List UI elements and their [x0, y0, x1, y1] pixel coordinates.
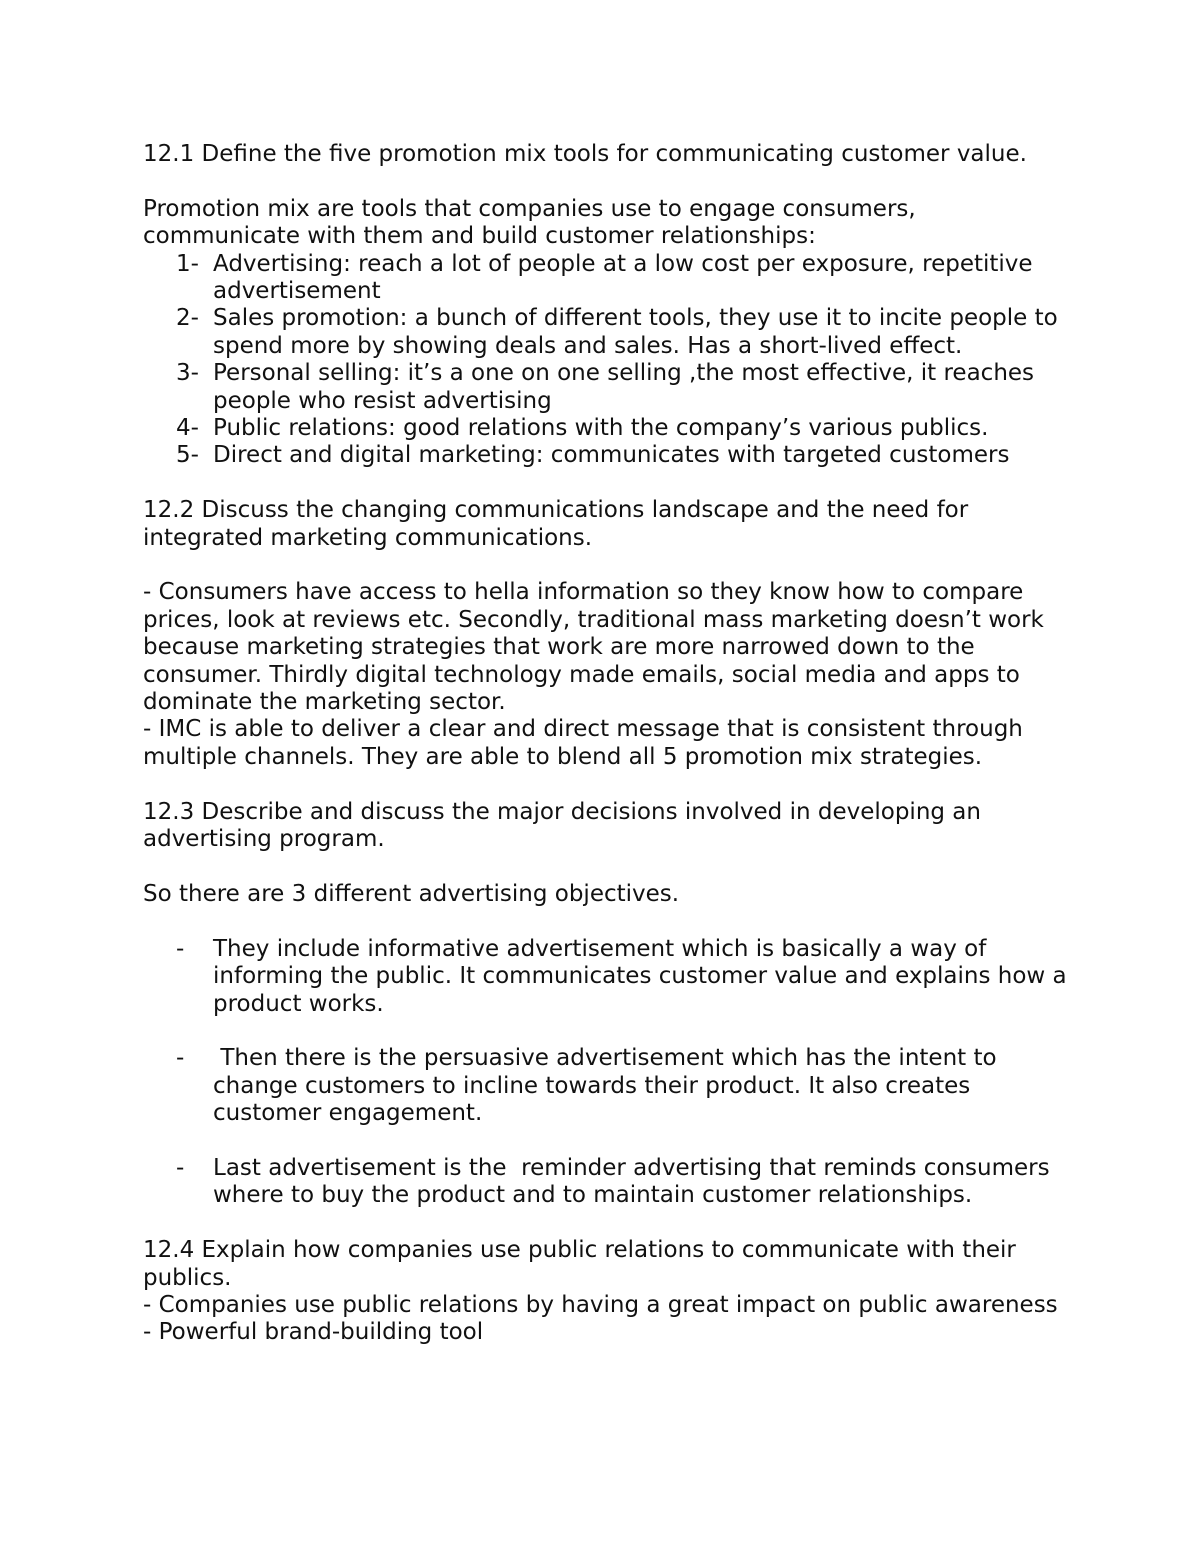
list-marker: 2- [176, 305, 199, 332]
list-marker: 3- [176, 360, 199, 387]
section-4-paragraph: - Powerful brand-building tool [143, 1319, 484, 1346]
spacer [143, 1210, 1073, 1237]
section-1-intro: Promotion mix are tools that companies use to engage consumers, communicate with them and build customer relationships: [143, 195, 916, 250]
list-item-text: Direct and digital marketing: communicates with targeted customers [213, 442, 1010, 469]
section-1-heading: 12.1 Define the five promotion mix tools for communicating customer value. [143, 141, 1027, 167]
section-2-heading: 12.2 Discuss the changing communications landscape and the need for integrated marketing communications. [143, 497, 969, 551]
list-marker: 1- [176, 250, 199, 277]
list-item [143, 936, 1073, 1018]
advertising-objectives-list [143, 936, 1073, 1210]
list-item [143, 360, 1073, 415]
promotion-tools-list [143, 251, 1073, 470]
section-3-heading: 12.3 Describe and discuss the major decisions involved in developing an advertising program. [143, 798, 981, 853]
list-item-text: Advertising: reach a lot of people at a low cost per exposure, repetitive advertisement [213, 250, 1033, 305]
list-item [143, 1155, 1073, 1210]
list-item-text: Last advertisement is the reminder advertising that reminds consumers where to buy the product and to maintain customer relationships. [213, 1154, 1057, 1209]
section-2-paragraph: - Consumers have access to hella information so they know how to compare prices, look at reviews etc. Secondly, traditional mass marketing doesn’t work because marketing strategies that work are more narrowed down to the consumer. Thirdly digital technology made emails, social media and apps to dominate the marketing sector. [143, 579, 1044, 716]
spacer [143, 168, 1073, 195]
spacer [143, 908, 1073, 935]
list-marker: - [176, 935, 185, 962]
section-4-heading: 12.4 Explain how companies use public relations to communicate with their publics. [143, 1237, 1016, 1291]
list-marker: 4- [176, 415, 199, 442]
list-item-text: Sales promotion: a bunch of different tools, they use it to incite people to spend more by showing deals and sales. Has a short-lived effect. [213, 305, 1058, 359]
list-item-text: They include informative advertisement which is basically a way of informing the public. It communicates customer value and explains how a product works. [213, 935, 1067, 1017]
spacer [143, 771, 1073, 798]
spacer [143, 1128, 1073, 1155]
list-item [143, 1045, 1073, 1127]
list-item [143, 251, 1073, 306]
list-marker: - [176, 1045, 185, 1072]
list-item-text: Public relations: good relations with the company’s various publics. [213, 415, 989, 442]
spacer [143, 470, 1073, 497]
spacer [143, 552, 1073, 579]
list-marker: - [176, 1154, 185, 1181]
section-3-intro: So there are 3 different advertising objectives. [143, 880, 680, 907]
document-body [143, 141, 1073, 1347]
list-item-text: Then there is the persuasive advertisement which has the intent to change customers to incline towards their product. It also creates customer engagement. [213, 1045, 1004, 1127]
list-item-text: Personal selling: it’s a one on one selling ,the most effective, it reaches people who resist advertising [213, 360, 1035, 414]
spacer [143, 854, 1073, 881]
section-2-paragraph: - IMC is able to deliver a clear and direct message that is consistent through multiple channels. They are able to blend all 5 promotion mix strategies. [143, 716, 1023, 770]
list-item [143, 442, 1073, 469]
list-marker: 5- [176, 442, 199, 469]
section-4-paragraph: - Companies use public relations by having a great impact on public awareness [143, 1291, 1058, 1318]
list-item [143, 305, 1073, 360]
spacer [143, 1018, 1073, 1045]
list-item [143, 415, 1073, 442]
